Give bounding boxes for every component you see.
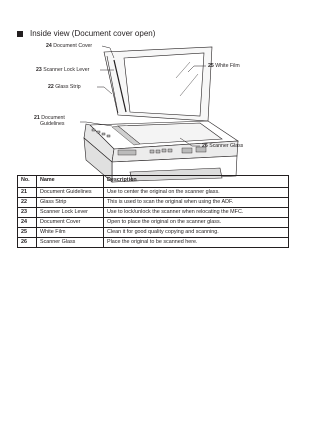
cell-name: Document Guidelines xyxy=(37,188,104,198)
cell-description: Place the original to be scanned here. xyxy=(104,238,289,248)
callout-label: Scanner Lock Lever xyxy=(43,67,90,73)
callout-label: Glass Strip xyxy=(55,84,81,90)
cell-no: 22 xyxy=(18,198,37,208)
callout-22 xyxy=(48,84,81,90)
cell-no: 21 xyxy=(18,188,37,198)
callout-21 xyxy=(34,115,65,127)
callout-label-line2: Guidelines xyxy=(40,121,65,127)
cell-no: 24 xyxy=(18,218,37,228)
callout-label: Document Cover xyxy=(53,43,93,49)
table-row xyxy=(18,238,289,248)
table-row xyxy=(18,188,289,198)
table-row xyxy=(18,198,289,208)
section-heading-text: Inside view (Document cover open) xyxy=(30,29,156,38)
col-header-name: Name xyxy=(37,176,104,188)
cell-description: Use to lock/unlock the scanner when relocating the MFC. xyxy=(104,208,289,218)
table-row xyxy=(18,218,289,228)
callout-number: 26 xyxy=(202,143,208,149)
cell-name: Scanner Glass xyxy=(37,238,104,248)
mfc-drawing xyxy=(0,0,300,200)
callout-number: 23 xyxy=(36,67,42,73)
callout-label: Scanner Glass xyxy=(209,143,244,149)
table-header-row xyxy=(18,176,289,188)
callout-24 xyxy=(46,43,92,49)
col-header-no: No. xyxy=(18,176,37,188)
cell-no: 23 xyxy=(18,208,37,218)
cell-name: Glass Strip xyxy=(37,198,104,208)
cell-description: Open to place the original on the scanner glass. xyxy=(104,218,289,228)
callout-number: 25 xyxy=(208,63,214,69)
cell-no: 26 xyxy=(18,238,37,248)
cell-name: Document Cover xyxy=(37,218,104,228)
table-row xyxy=(18,228,289,238)
callout-23 xyxy=(36,67,89,73)
cell-description: This is used to scan the original when using the ADF. xyxy=(104,198,289,208)
cell-name: White Film xyxy=(37,228,104,238)
callout-25 xyxy=(208,63,240,69)
cell-no: 25 xyxy=(18,228,37,238)
table-row xyxy=(18,208,289,218)
mfc-illustration xyxy=(0,0,300,200)
callout-number: 22 xyxy=(48,84,54,90)
callout-label: Document xyxy=(41,115,65,121)
parts-table xyxy=(17,175,289,248)
callout-number: 21 xyxy=(34,115,40,121)
cell-description: Clean it for good quality copying and scanning. xyxy=(104,228,289,238)
callout-26 xyxy=(202,143,243,149)
callout-label: White Film xyxy=(215,63,240,69)
callout-number: 24 xyxy=(46,43,52,49)
cell-name: Scanner Lock Lever xyxy=(37,208,104,218)
col-header-description: Description xyxy=(104,176,289,188)
cell-description: Use to center the original on the scanner glass. xyxy=(104,188,289,198)
